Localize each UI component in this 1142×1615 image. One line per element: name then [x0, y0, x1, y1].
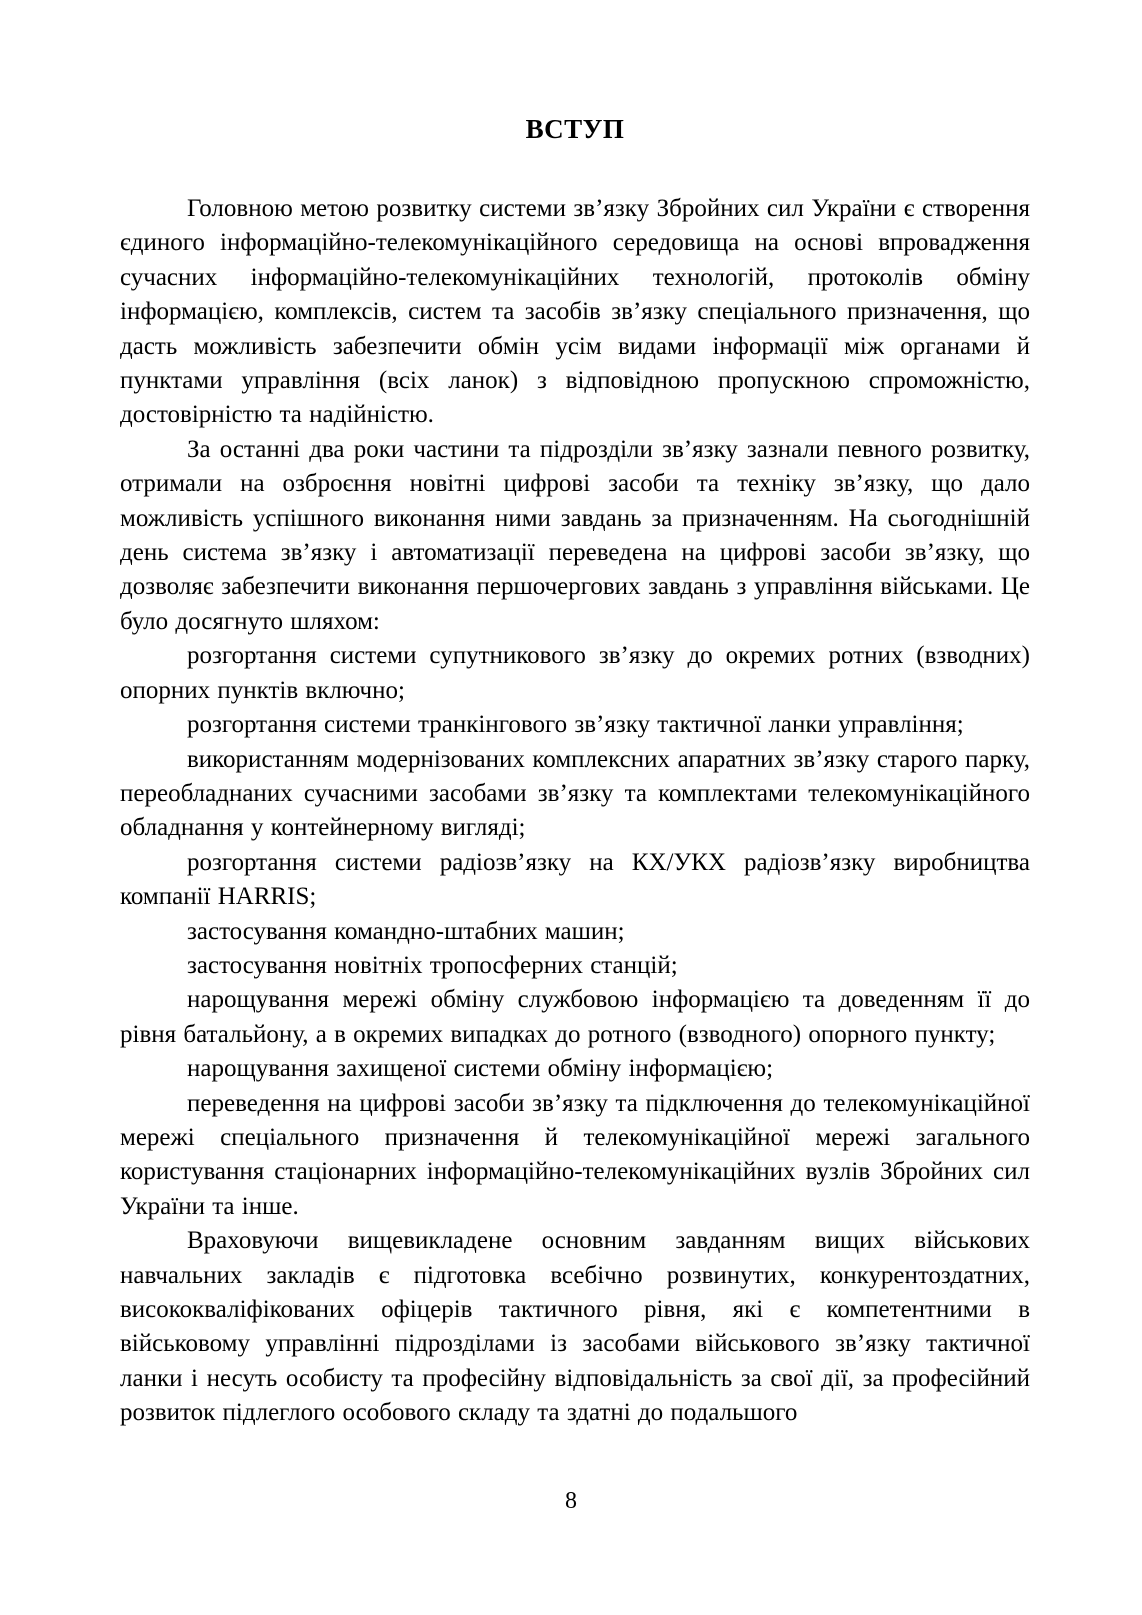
page-number: 8	[565, 1488, 577, 1514]
paragraph: розгортання системи супутникового зв’язку до окремих ротних (взводних) опорних пунктів включно;	[120, 642, 1030, 704]
paragraph: Головною метою розвитку системи зв’язку Збройних сил України є створення єдиного інформаційно-телекомунікаційного середовища на основі впровадження сучасних інформаційно-телекомунікаційних технологій, протоколів обміну інформацією, комплексів, систем та засобів зв’язку спеціального призначення, що дасть можливість забезпечити обмін усім видами інформації між органами й пунктами управління (всіх ланок) з відповідною пропускною спроможністю, достовірністю та надійністю.	[120, 195, 1030, 429]
paragraph: переведення на цифрові засоби зв’язку та підключення до телекомунікаційної мережі спеціального призначення й телекомунікаційної мережі загального користування стаціонарних інформаційно-телекомунікаційних вузлів Збройних сил України та інше.	[120, 1089, 1030, 1220]
paragraph: розгортання системи транкінгового зв’язку тактичної ланки управління;	[187, 711, 964, 739]
page-title: ВСТУП	[525, 114, 625, 144]
paragraph: використанням модернізованих комплексних апаратних зв’язку старого парку, переобладнаних сучасними засобами зв’язку та комплектами телекомунікаційного обладнання у контейнерному вигляді;	[120, 745, 1030, 842]
paragraph: Враховуючи вищевикладене основним завданням вищих військових навчальних закладів є підготовка всебічно розвинутих, конкурентоздатних, висококваліфікованих офіцерів тактичного рівня, які є компетентними в військовому управлінні підрозділами із засобами військового зв’язку тактичної ланки і несуть особисту та професійну відповідальність за свої дії, за професійний розвиток підлеглого особового складу та здатні до подальшого	[120, 1227, 1030, 1427]
paragraph: розгортання системи радіозв’язку на КХ/УКХ радіозв’язку виробництва компанії HARRIS;	[120, 848, 1030, 911]
document-body	[120, 192, 1030, 1431]
paragraph: нарощування захищеної системи обміну інформацією;	[187, 1055, 774, 1083]
paragraph: нарощування мережі обміну службовою інформацією та доведенням її до рівня батальйону, а в окремих випадках до ротного (взводного) опорного пункту;	[120, 986, 1030, 1048]
paragraph: За останні два роки частини та підрозділи зв’язку зазнали певного розвитку, отримали на озброєння новітні цифрові засоби та техніку зв’язку, що дало можливість успішного виконання ними завдань за призначенням. На сьогоднішній день система зв’язку і автоматизації переведена на цифрові засоби зв’язку, що дозволяє забезпечити виконання першочергових завдань з управління військами. Це було досягнуто шляхом:	[120, 435, 1030, 635]
paragraph: застосування новітніх тропосферних станцій;	[187, 951, 678, 979]
paragraph: застосування командно-штабних машин;	[187, 917, 625, 945]
page-content	[120, 112, 1030, 1431]
